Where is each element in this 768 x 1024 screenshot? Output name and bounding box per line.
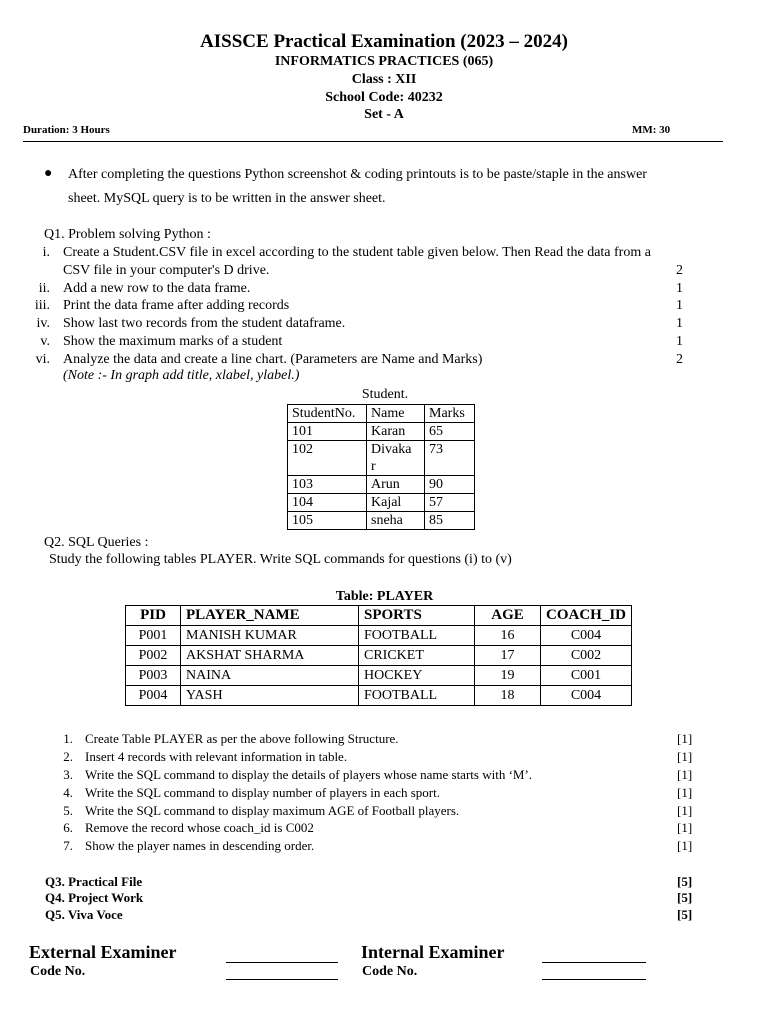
table-cell: HOCKEY: [359, 666, 475, 686]
table-row: [288, 512, 475, 530]
q5-label: Q5. Viva Voce: [45, 907, 123, 922]
q1-item-marks: 2: [676, 352, 683, 367]
q2-heading: Q2. SQL Queries :: [44, 535, 149, 550]
q2-item-text: Write the SQL command to display number of players in each sport.: [85, 785, 440, 800]
table-cell: MANISH KUMAR: [181, 626, 359, 646]
q3-marks: [5]: [677, 874, 693, 889]
table-cell: Karan: [367, 423, 425, 441]
table-cell: 85: [425, 512, 475, 530]
max-marks-label: MM: 30: [632, 124, 671, 136]
q1-item-number: v.: [40, 334, 50, 349]
q1-item-text: Show last two records from the student dataframe.: [63, 316, 346, 331]
table-header-cell: SPORTS: [359, 606, 475, 626]
q1-item-text-continued: CSV file in your computer's D drive.: [63, 263, 270, 278]
table-cell: C001: [541, 666, 632, 686]
q1-item-text: Add a new row to the data frame.: [63, 281, 251, 296]
q2-item-marks: [1]: [677, 803, 693, 818]
table-cell: 65: [425, 423, 475, 441]
duration-label: Duration: 3 Hours: [23, 124, 110, 136]
q2-item-text: Create Table PLAYER as per the above following Structure.: [85, 731, 399, 746]
internal-examiner-label: Internal Examiner: [361, 942, 505, 962]
player-table: [125, 605, 632, 706]
table-cell: 18: [475, 686, 541, 706]
table-row: [288, 476, 475, 494]
q2-item-number: 1.: [63, 731, 73, 746]
q2-item-number: 3.: [63, 767, 73, 782]
table-cell: 19: [475, 666, 541, 686]
table-cell: AKSHAT SHARMA: [181, 646, 359, 666]
set-label: Set - A: [364, 107, 404, 122]
bullet-icon: ●: [44, 166, 53, 181]
q2-item-number: 7.: [63, 838, 73, 853]
table-cell: Kajal: [367, 494, 425, 512]
q2-item-number: 2.: [63, 749, 73, 764]
q1-item-marks: 1: [676, 334, 683, 349]
q2-item-text: Write the SQL command to display the details of players whose name starts with ‘M’.: [85, 767, 533, 782]
internal-code-label: Code No.: [362, 964, 418, 979]
table-row: [288, 494, 475, 512]
table-row: [126, 686, 632, 706]
table-cell: P001: [126, 626, 181, 646]
q1-item-text: Create a Student.CSV file in excel according to the student table given below. Then Read the data from a: [63, 245, 651, 260]
school-code: School Code: 40232: [325, 90, 443, 105]
internal-code-line: [542, 979, 646, 980]
table-cell: CRICKET: [359, 646, 475, 666]
q1-heading: Q1. Problem solving Python :: [44, 227, 211, 242]
q2-item-number: 6.: [63, 820, 73, 835]
table-cell: 104: [288, 494, 367, 512]
q2-item-marks: [1]: [677, 767, 693, 782]
q2-subheading: Study the following tables PLAYER. Write SQL commands for questions (i) to (v): [49, 552, 512, 567]
q1-item-marks: 2: [676, 263, 683, 278]
q2-item-marks: [1]: [677, 785, 693, 800]
exam-title: AISSCE Practical Examination (2023 – 2024): [200, 31, 568, 52]
external-examiner-label: External Examiner: [29, 942, 177, 962]
table-cell: sneha: [367, 512, 425, 530]
table-row: [126, 646, 632, 666]
internal-examiner-signature-line: [542, 962, 646, 963]
external-code-label: Code No.: [30, 964, 86, 979]
q2-item-marks: [1]: [677, 838, 693, 853]
table-header-cell: PLAYER_NAME: [181, 606, 359, 626]
table-row: [288, 423, 475, 441]
q2-item-number: 5.: [63, 803, 73, 818]
table-cell: P003: [126, 666, 181, 686]
instruction-line-1: After completing the questions Python screenshot & coding printouts is to be paste/staple in the answer: [68, 167, 647, 182]
student-table-caption: Student.: [361, 387, 409, 402]
table-row: [126, 666, 632, 686]
table-cell: P004: [126, 686, 181, 706]
table-cell: 16: [475, 626, 541, 646]
header-divider: [23, 141, 723, 142]
q1-item-marks: 1: [676, 316, 683, 331]
q1-item-number: iii.: [34, 298, 50, 313]
q2-item-text: Write the SQL command to display maximum AGE of Football players.: [85, 803, 460, 818]
external-examiner-signature-line: [226, 962, 338, 963]
subject-name: INFORMATICS PRACTICES (065): [274, 54, 494, 69]
table-header-cell: PID: [126, 606, 181, 626]
q2-item-marks: [1]: [677, 731, 693, 746]
table-cell: 105: [288, 512, 367, 530]
table-header-cell: COACH_ID: [541, 606, 632, 626]
table-cell: P002: [126, 646, 181, 666]
table-cell: 103: [288, 476, 367, 494]
table-cell: C004: [541, 686, 632, 706]
table-cell: FOOTBALL: [359, 626, 475, 646]
q2-item-text: Insert 4 records with relevant information in table.: [85, 749, 348, 764]
table-header-row: [288, 405, 475, 423]
student-table: [287, 404, 475, 530]
q1-item-number: ii.: [38, 281, 50, 296]
q1-item-number: iv.: [36, 316, 50, 331]
q3-label: Q3. Practical File: [45, 874, 143, 889]
table-cell: 101: [288, 423, 367, 441]
q5-marks: [5]: [677, 907, 693, 922]
q1-item-marks: 1: [676, 298, 683, 313]
q1-item-text: Analyze the data and create a line chart. (Parameters are Name and Marks): [63, 352, 483, 367]
table-header-cell: StudentNo.: [288, 405, 367, 423]
q1-item-text: Show the maximum marks of a student: [63, 334, 283, 349]
q2-item-marks: [1]: [677, 749, 693, 764]
table-row: [126, 626, 632, 646]
q1-item-number: vi.: [35, 352, 50, 367]
table-header-row: [126, 606, 632, 626]
player-table-caption: Table: PLAYER: [335, 589, 434, 604]
table-cell: FOOTBALL: [359, 686, 475, 706]
table-cell: 17: [475, 646, 541, 666]
q1-item-number: i.: [42, 245, 50, 260]
q4-label: Q4. Project Work: [45, 890, 144, 905]
table-cell: 90: [425, 476, 475, 494]
external-code-line: [226, 979, 338, 980]
table-cell: 57: [425, 494, 475, 512]
table-cell: C002: [541, 646, 632, 666]
q2-item-text: Remove the record whose coach_id is C002: [85, 820, 314, 835]
table-header-cell: AGE: [475, 606, 541, 626]
q2-item-marks: [1]: [677, 820, 693, 835]
table-cell: 73: [425, 441, 475, 476]
instruction-line-2: sheet. MySQL query is to be written in the answer sheet.: [68, 191, 386, 206]
table-cell: YASH: [181, 686, 359, 706]
table-cell: Arun: [367, 476, 425, 494]
q2-item-number: 4.: [63, 785, 73, 800]
table-header-cell: Marks: [425, 405, 475, 423]
table-cell: 102: [288, 441, 367, 476]
table-cell: NAINA: [181, 666, 359, 686]
q1-item-marks: 1: [676, 281, 683, 296]
table-row: [288, 441, 475, 476]
table-cell: C004: [541, 626, 632, 646]
table-cell: Divaka r: [367, 441, 425, 476]
q2-item-text: Show the player names in descending order.: [85, 838, 315, 853]
class-label: Class : XII: [351, 72, 417, 87]
q4-marks: [5]: [677, 890, 693, 905]
q1-item-text: Print the data frame after adding records: [63, 298, 290, 313]
graph-note: (Note :- In graph add title, xlabel, ylabel.): [63, 368, 300, 383]
table-header-cell: Name: [367, 405, 425, 423]
